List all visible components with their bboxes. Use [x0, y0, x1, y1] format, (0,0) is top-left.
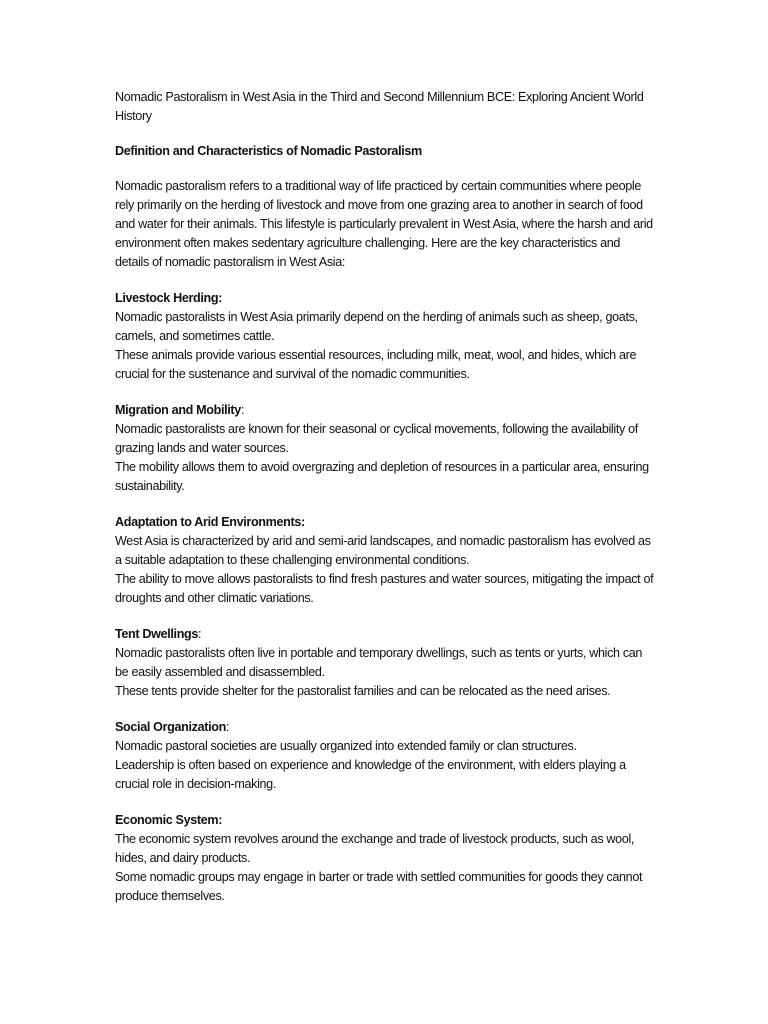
section-economic-system	[115, 811, 655, 906]
section-title: Migration and Mobility:	[115, 403, 245, 417]
section-paragraph: Nomadic pastoralists often live in portable and temporary dwellings, such as tents or yurts, which can be easily assembled and disassembled.	[115, 646, 643, 679]
document-title: Nomadic Pastoralism in West Asia in the Third and Second Millennium BCE: Exploring Ancient World History	[115, 90, 644, 123]
intro-paragraph: Nomadic pastoralism refers to a traditional way of life practiced by certain communities where people rely primarily on the herding of livestock and move from one grazing area to another in search of food and water for their animals. This lifestyle is particularly prevalent in West Asia, where the harsh and arid environment often makes sedentary agriculture challenging. Here are the key characteristics and details of nomadic pastoralism in West Asia:	[115, 179, 653, 269]
section-paragraph: Nomadic pastoralists are known for their seasonal or cyclical movements, following the availability of grazing lands and water sources.	[115, 422, 638, 455]
section-paragraph: Leadership is often based on experience and knowledge of the environment, with elders playing a crucial role in decision-making.	[115, 758, 626, 791]
section-paragraph: The mobility allows them to avoid overgrazing and depletion of resources in a particular area, ensuring sustainability.	[115, 460, 649, 493]
section-paragraph: Some nomadic groups may engage in barter or trade with settled communities for goods they cannot produce themselves.	[115, 870, 643, 903]
section-migration-mobility	[115, 401, 655, 496]
section-paragraph: West Asia is characterized by arid and semi-arid landscapes, and nomadic pastoralism has evolved as a suitable adaptation to these challenging environmental conditions.	[115, 534, 651, 567]
section-adaptation-arid	[115, 513, 655, 608]
document-page	[115, 88, 655, 923]
section-tent-dwellings	[115, 625, 655, 701]
section-title: Adaptation to Arid Environments:	[115, 515, 305, 529]
section-title: Tent Dwellings:	[115, 627, 202, 641]
section-paragraph: These animals provide various essential resources, including milk, meat, wool, and hides, which are crucial for the sustenance and survival of the nomadic communities.	[115, 348, 637, 381]
section-paragraph: Nomadic pastoralists in West Asia primarily depend on the herding of animals such as sheep, goats, camels, and sometimes cattle.	[115, 310, 638, 343]
section-social-organization	[115, 718, 655, 794]
section-livestock-herding	[115, 289, 655, 384]
section-title: Livestock Herding:	[115, 291, 223, 305]
section-title: Economic System:	[115, 813, 223, 827]
section-heading: Definition and Characteristics of Nomadic Pastoralism	[115, 144, 422, 158]
section-paragraph: The ability to move allows pastoralists to find fresh pastures and water sources, mitigating the impact of droughts and other climatic variations.	[115, 572, 654, 605]
section-paragraph: Nomadic pastoral societies are usually organized into extended family or clan structures.	[115, 739, 577, 753]
section-title: Social Organization:	[115, 720, 230, 734]
section-paragraph: The economic system revolves around the exchange and trade of livestock products, such as wool, hides, and dairy products.	[115, 832, 635, 865]
section-paragraph: These tents provide shelter for the pastoralist families and can be relocated as the need arises.	[115, 684, 611, 698]
